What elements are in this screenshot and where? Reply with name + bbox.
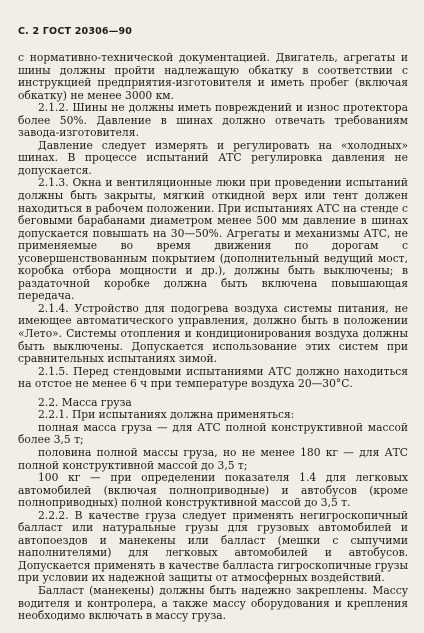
list-item-full-mass: полная масса груза — для АТС полной конструктивной массой более 3,5 т; bbox=[18, 420, 408, 447]
section-heading-2-2: 2.2. Масса груза bbox=[38, 395, 132, 409]
paragraph-continuation: с нормативно-технической документацией. Двигатель, агрегаты и шины должны пройти надлежащую обкатку в соответствии с инструкцией предприятия-изготовителя и иметь пробег (включая обкатку) не менее 3000 км. bbox=[18, 51, 408, 102]
list-item-100kg: 100 кг — при определении показателя 1.4 для легковых автомобилей (включая полноприводные) и автобусов (кроме полноприводных) полной конструктивной массой до 3,5 т. bbox=[18, 471, 408, 510]
page-header: С. 2 ГОСТ 20306—90 bbox=[18, 26, 133, 37]
paragraph-pressure: Давление следует измерять и регулировать на «холодных» шинах. В процессе испытаний АТС регулировка давления не допускается. bbox=[18, 138, 408, 177]
paragraph-2-2-1: 2.2.1. При испытаниях должна применяться: bbox=[38, 408, 295, 422]
paragraph-2-1-2: 2.1.2. Шины не должны иметь повреждений и износ протектора более 50%. Давление в шинах должно отвечать требованиям завода-изготовителя. bbox=[18, 101, 408, 140]
paragraph-2-1-4: 2.1.4. Устройство для подогрева воздуха системы питания, не имеющее автоматического управления, должно быть в положении «Лето». Системы отопления и кондиционирования воздуха должны быть выключены. Допускается использование этих систем при сравнительных испытаниях зимой. bbox=[18, 301, 408, 366]
document-body bbox=[18, 52, 408, 623]
paragraph-2-1-5: 2.1.5. Перед стендовыми испытаниями АТС должно находиться на отстое не менее 6 ч при температуре воздуха 20—30°С. bbox=[18, 364, 408, 391]
paragraph-2-2-2: 2.2.2. В качестве груза следует применять негигроскопичный балласт или натуральные грузы для грузовых автомобилей и автопоездов и манекены или балласт (мешки с сыпучими наполнителями) для легковых автомобилей и автобусов. Допускается применять в качестве балласта гигроскопичные грузы при условии их надежной защиты от атмосферных воздействий. bbox=[18, 508, 408, 585]
paragraph-ballast: Балласт (манекены) должны быть надежно закреплены. Массу водителя и контролера, а также массу оборудования и крепления необходимо включать в массу груза. bbox=[18, 583, 408, 623]
list-item-half-mass: половина полной массы груза, но не менее 180 кг — для АТС полной конструктивной массой до 3,5 т; bbox=[18, 445, 408, 472]
paragraph-2-1-3: 2.1.3. Окна и вентиляционные люки при проведении испытаний должны быть закрыты, мягкий откидной верх или тент должен находиться в рабочем положении. При испытаниях АТС на стенде с беговыми барабанами диаметром менее 500 мм давление в шинах допускается повышать на 30—50%. Агрегаты и механизмы АТС, не применяемые во время движения по дорогам с усовершенствованным покрытием (дополнительный ведущий мост, коробка отбора мощности и др.), должны быть выключены; в раздаточной коробке должна быть включена повышающая передача. bbox=[18, 176, 408, 303]
